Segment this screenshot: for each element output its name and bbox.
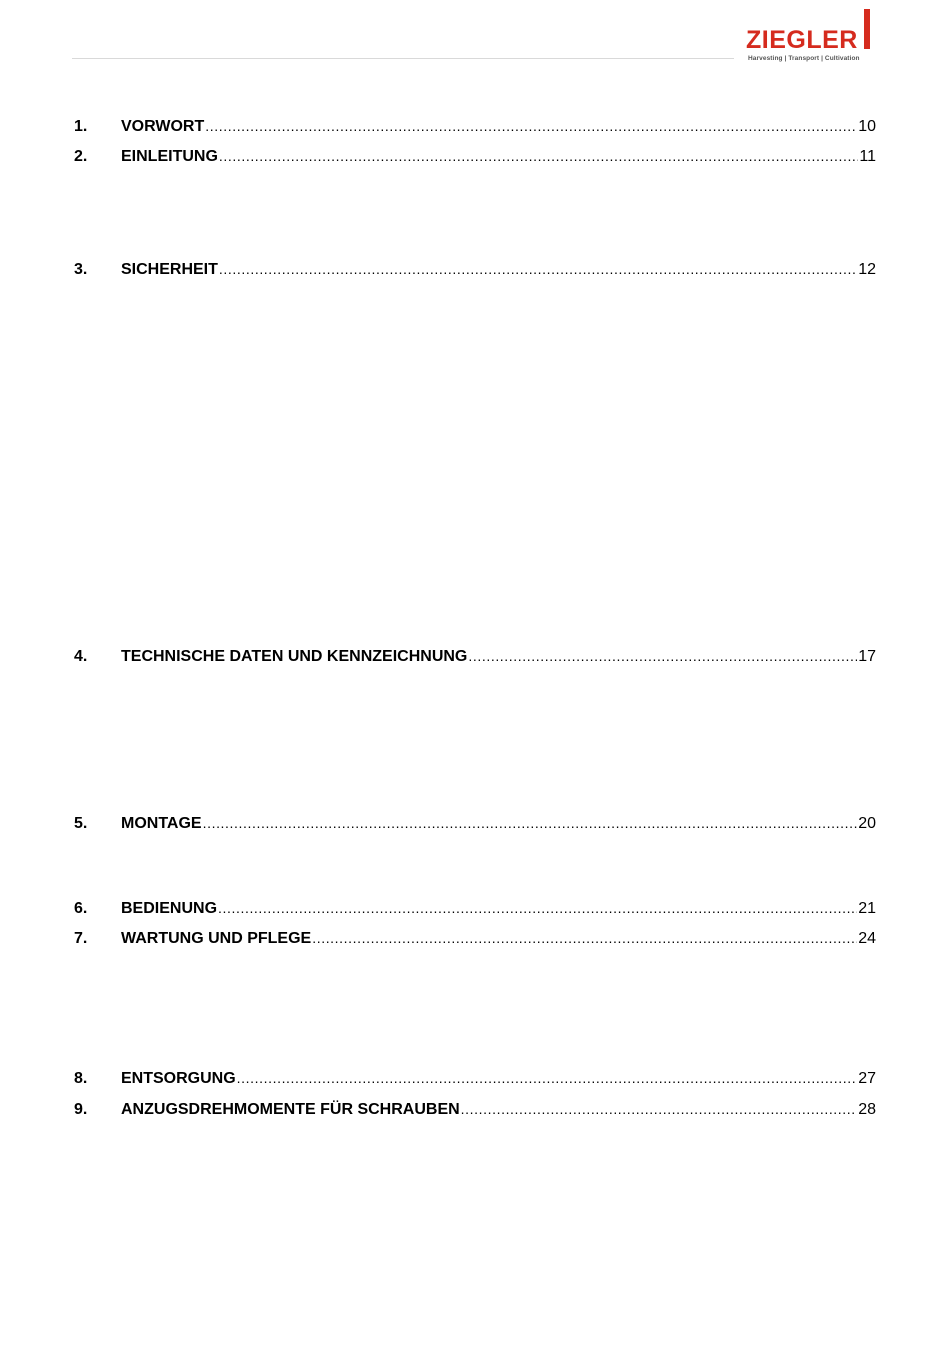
ziegler-logo — [744, 8, 874, 66]
toc-page-number: 17 — [858, 648, 876, 665]
toc-title: MONTAGE — [121, 815, 202, 832]
toc-page-number: 11 — [859, 148, 876, 165]
toc-dot-leader — [468, 646, 857, 666]
toc-title: ANZUGSDREHMOMENTE FÜR SCHRAUBEN — [121, 1101, 460, 1118]
toc-page-number: 21 — [858, 900, 876, 917]
toc-number: 2. — [74, 148, 88, 165]
logo-bar-icon — [864, 9, 870, 49]
toc-number: 5. — [74, 815, 88, 832]
toc-number: 1. — [74, 118, 88, 135]
toc-entry-anzugsdrehmomente[interactable] — [74, 1099, 876, 1119]
toc-number: 6. — [74, 900, 88, 917]
logo-tagline: Harvesting | Transport | Cultivation — [748, 55, 860, 62]
toc-entry-vorwort[interactable] — [74, 116, 876, 136]
toc-dot-leader — [218, 898, 857, 918]
toc-dot-leader — [205, 116, 857, 136]
toc-entry-bedienung[interactable] — [74, 898, 876, 918]
toc-entry-sicherheit[interactable] — [74, 259, 876, 279]
toc-number: 3. — [74, 261, 88, 278]
toc-dot-leader — [203, 813, 858, 833]
toc-entry-einleitung[interactable] — [74, 146, 876, 166]
toc-entry-wartung[interactable] — [74, 928, 876, 948]
toc-page-number: 20 — [858, 815, 876, 832]
toc-title: ENTSORGUNG — [121, 1070, 236, 1087]
toc-number: 7. — [74, 930, 88, 947]
toc-title: BEDIENUNG — [121, 900, 218, 917]
toc-dot-leader — [219, 259, 857, 279]
toc-number: 4. — [74, 648, 88, 665]
toc-dot-leader — [312, 928, 857, 948]
toc-dot-leader — [219, 146, 859, 166]
toc-number: 8. — [74, 1070, 88, 1087]
toc-title: EINLEITUNG — [121, 148, 218, 165]
logo-wordmark: ZIEGLER — [746, 26, 858, 54]
toc-page-number: 27 — [858, 1070, 876, 1087]
toc-page-number: 10 — [858, 118, 876, 135]
toc-page-number: 24 — [858, 930, 876, 947]
toc-dot-leader — [237, 1068, 858, 1088]
toc-entry-entsorgung[interactable] — [74, 1068, 876, 1088]
toc-title: VORWORT — [121, 118, 205, 135]
header-divider — [72, 58, 734, 59]
toc-title: WARTUNG UND PFLEGE — [121, 930, 312, 947]
toc-title: TECHNISCHE DATEN UND KENNZEICHNUNG — [121, 648, 468, 665]
toc-title: SICHERHEIT — [121, 261, 218, 278]
toc-dot-leader — [461, 1099, 858, 1119]
toc-number: 9. — [74, 1101, 88, 1118]
toc-page-number: 28 — [858, 1101, 876, 1118]
toc-page-number: 12 — [858, 261, 876, 278]
toc-entry-montage[interactable] — [74, 813, 876, 833]
toc-entry-technische-daten[interactable] — [74, 646, 876, 666]
